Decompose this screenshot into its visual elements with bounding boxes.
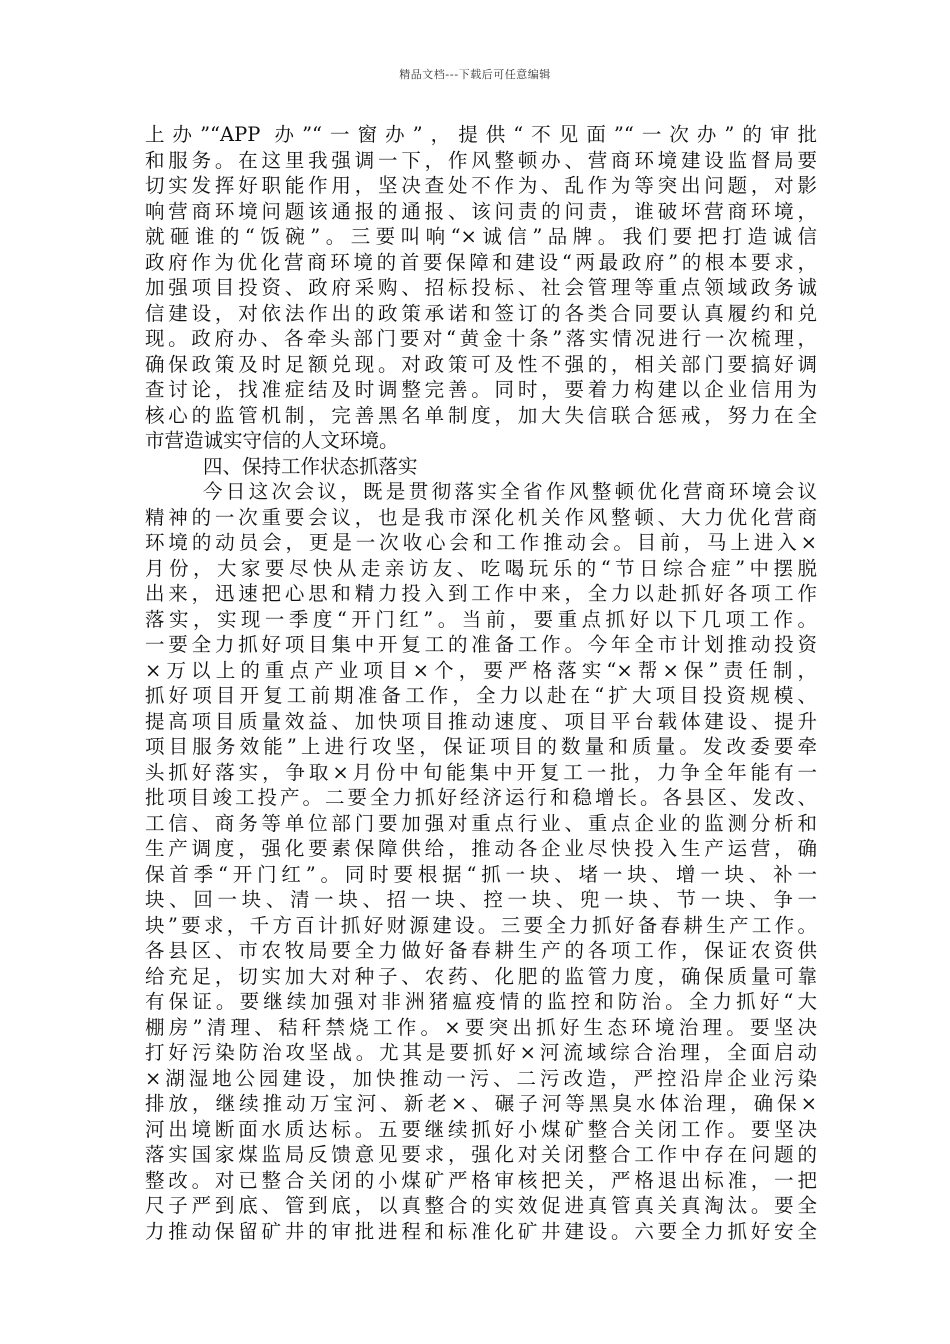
- text-line: 查讨论，找准症结及时调整完善。同时，要着力构建以企业信用为: [145, 378, 817, 401]
- text-line: 提高项目质量效益、加快项目推动速度、项目平台载体建设、提升: [145, 709, 817, 733]
- text-line: 信建设，对依法作出的政策承诺和签订的各类合同要认真履约和兑: [145, 301, 817, 325]
- text-line: 河出境断面水质达标。五要继续抓好小煤矿整合关闭工作。要坚决: [145, 1117, 817, 1141]
- text-line: 上办”“APP 办”“一窗办”，提供“不见面”“一次办”的审批: [145, 123, 817, 146]
- text-line: 确保政策及时足额兑现。对政策可及性不强的，相关部门要搞好调: [145, 352, 817, 376]
- text-line: 生产调度，强化要素保障供给，推动各企业尽快投入生产运营，确: [145, 837, 817, 860]
- text-line: 市营造诚实守信的人文环境。: [145, 429, 399, 452]
- text-line: ×湖湿地公园建设，加快推动一污、二污改造，严控沿岸企业污染: [145, 1066, 817, 1090]
- section-heading: 四、保持工作状态抓落实: [203, 454, 418, 478]
- text-line: 打好污染防治攻坚战。尤其是要抓好×河流域综合治理，全面启动: [145, 1041, 817, 1064]
- document-body: [145, 122, 817, 1244]
- text-line: 精神的一次重要会议，也是我市深化机关作风整顿、大力优化营商: [145, 505, 817, 529]
- text-line: 响营商环境问题该通报的通报、该问责的问责，谁破坏营商环境，: [145, 199, 817, 223]
- text-line: 排放，继续推动万宝河、新老×、碾子河等黑臭水体治理，确保×: [145, 1092, 817, 1115]
- text-line: 头抓好落实，争取×月份中旬能集中开复工一批，力争全年能有一: [145, 760, 817, 784]
- text-line: 月份，大家要尽快从走亲访友、吃喝玩乐的“节日综合症”中摆脱: [145, 556, 817, 580]
- text-line: 工信、商务等单位部门要加强对重点行业、重点企业的监测分析和: [145, 811, 817, 835]
- text-line: 出来，迅速把心思和精力投入到工作中来，全力以赴抓好各项工作: [145, 582, 817, 605]
- text-line: 现。政府办、各牵头部门要对“黄金十条”落实情况进行一次梳理，: [145, 327, 817, 350]
- text-line: 棚房”清理、秸秆禁烧工作。×要突出抓好生态环境治理。要坚决: [145, 1015, 817, 1039]
- text-line: 切实发挥好职能作用，坚决查处不作为、乱作为等突出问题，对影: [145, 174, 817, 197]
- text-line: 落实，实现一季度“开门红”。当前，要重点抓好以下几项工作。: [145, 607, 817, 631]
- text-line: 政府作为优化营商环境的首要保障和建设“两最政府”的根本要求，: [145, 250, 817, 274]
- text-line: 批项目竣工投产。二要全力抓好经济运行和稳增长。各县区、发改、: [145, 786, 817, 809]
- text-line: 保首季“开门红”。同时要根据“抓一块、堵一块、增一块、补一: [145, 862, 817, 886]
- text-line: 一要全力抓好项目集中开复工的准备工作。今年全市计划推动投资: [145, 633, 817, 656]
- text-line: 各县区、市农牧局要全力做好备春耕生产的各项工作，保证农资供: [145, 939, 817, 962]
- text-line: 落实国家煤监局反馈意见要求，强化对关闭整合工作中存在问题的: [145, 1143, 817, 1166]
- text-line: 和服务。在这里我强调一下，作风整顿办、营商环境建设监督局要: [145, 148, 817, 172]
- text-line: 力推动保留矿井的审批进程和标准化矿井建设。六要全力抓好安全: [145, 1219, 817, 1243]
- text-line: 核心的监管机制，完善黑名单制度，加大失信联合惩戒，努力在全: [145, 403, 817, 427]
- text-line: 有保证。要继续加强对非洲猪瘟疫情的监控和防治。全力抓好“大: [145, 990, 817, 1013]
- text-line: ×万以上的重点产业项目×个，要严格落实“×帮×保”责任制，: [145, 658, 817, 682]
- page-header: 精品文档---下载后可任意编辑: [399, 68, 551, 81]
- text-line: 整改。对已整合关闭的小煤矿严格审核把关，严格退出标准，一把: [145, 1168, 817, 1192]
- text-line: 抓好项目开复工前期准备工作，全力以赴在“扩大项目投资规模、: [145, 684, 817, 707]
- text-line: 块”要求，千方百计抓好财源建设。三要全力抓好备春耕生产工作。: [145, 913, 817, 937]
- text-line: 项目服务效能”上进行攻坚，保证项目的数量和质量。发改委要牵: [145, 735, 817, 758]
- text-line: 给充足，切实加大对种子、农药、化肥的监管力度，确保质量可靠: [145, 964, 817, 988]
- text-line: 今日这次会议，既是贯彻落实全省作风整顿优化营商环境会议: [203, 480, 817, 503]
- text-line: 加强项目投资、政府采购、招标投标、社会管理等重点领域政务诚: [145, 276, 817, 299]
- text-line: 环境的动员会，更是一次收心会和工作推动会。目前，马上进入×: [145, 531, 817, 554]
- text-line: 尺子严到底、管到底，以真整合的实效促进真管真关真淘汰。要全: [145, 1194, 817, 1217]
- text-line: 块、回一块、清一块、招一块、控一块、兜一块、节一块、争一: [145, 888, 817, 911]
- text-line: 就砸谁的“饭碗”。三要叫响“×诚信”品牌。我们要把打造诚信: [145, 225, 817, 248]
